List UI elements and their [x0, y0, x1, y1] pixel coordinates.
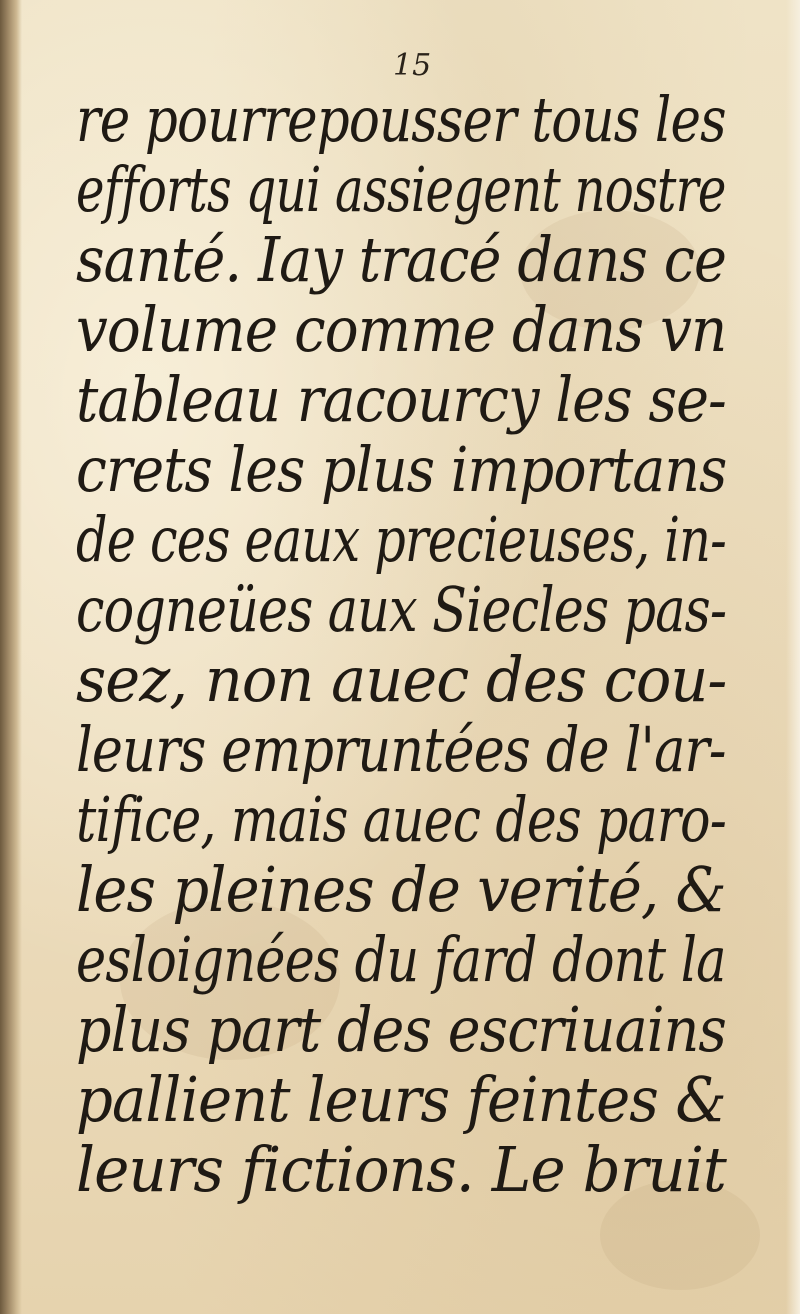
binding-gutter: [0, 0, 22, 1314]
text-line: tableau racourcy les se-: [76, 363, 726, 436]
text-line: leurs empruntées de l'ar-: [76, 713, 726, 786]
text-line: cogneües aux Siecles pas-: [76, 573, 727, 646]
text-line: pallient leurs feintes &: [76, 1063, 726, 1136]
text-line: efforts qui assiegent nostre: [76, 153, 726, 226]
text-line: de ces eaux precieuses, in-: [76, 503, 726, 576]
text-line: volume comme dans vn: [76, 293, 727, 366]
text-line: crets les plus importans: [76, 433, 727, 506]
text-line: re pourrepousser tous les: [76, 83, 726, 156]
body-text: [76, 85, 726, 1205]
text-line: esloignées du fard dont la: [76, 923, 726, 996]
page-number: 15: [393, 48, 432, 83]
text-line: sez, non auec des cou-: [76, 643, 727, 716]
text-line: tifice, mais auec des paro-: [76, 783, 726, 856]
text-line: santé. Iay tracé dans ce: [76, 223, 727, 296]
text-line: plus part des escriuains: [76, 993, 726, 1066]
text-line: leurs fictions. Le bruit: [76, 1133, 726, 1206]
text-line: les pleines de verité, &: [76, 853, 726, 926]
page-edge: [786, 0, 800, 1314]
